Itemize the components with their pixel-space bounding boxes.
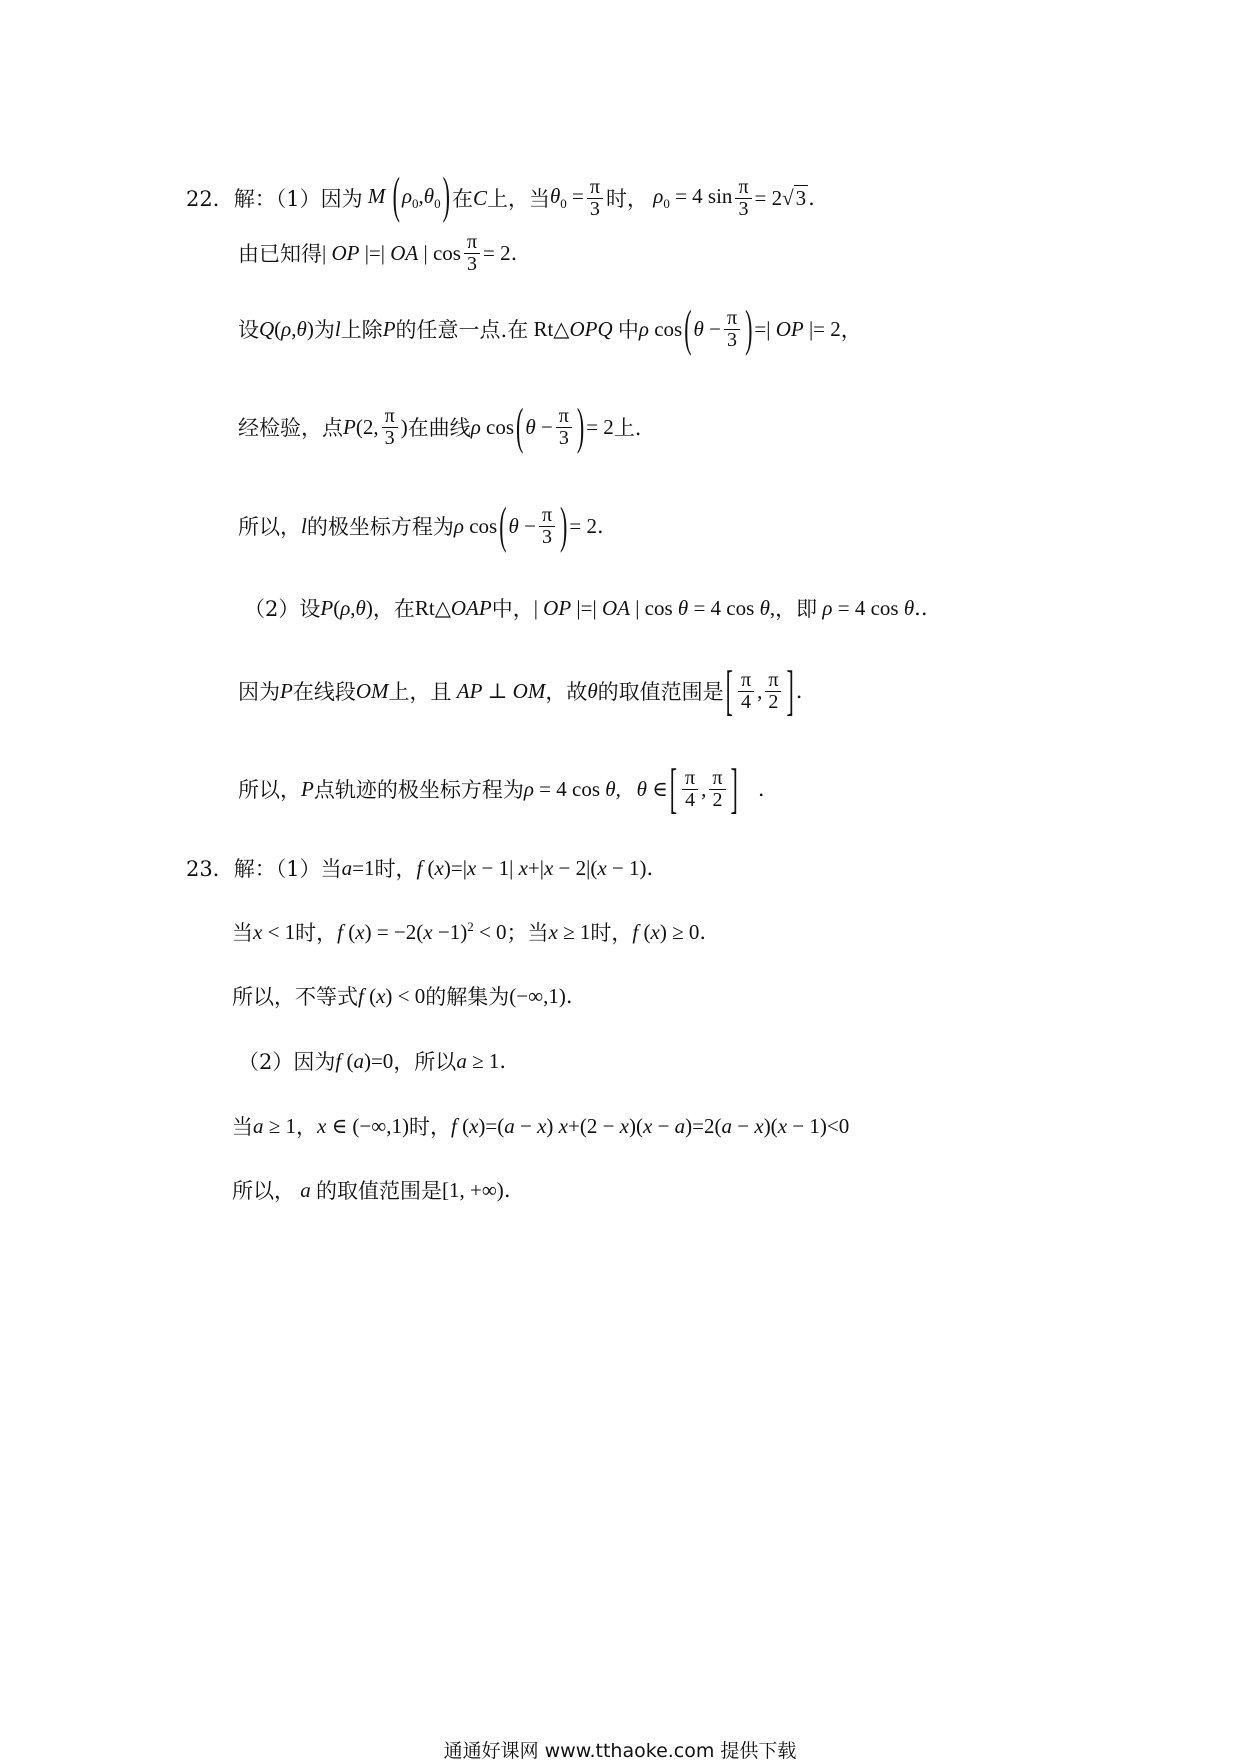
q22-line-4: 经检验，点 P(2, $\frac{\pi}{3}$ ) 在曲线 ρ cos ( θ − $\frac{\pi}{3}$ ) = 2 上.: [238, 397, 642, 455]
q22-line-5: 所以， l 的极坐标方程为 ρ cos ( θ − $\frac{\pi}{3}$ ) = 2 .: [238, 496, 604, 554]
q22-line-2: 由已知得 | OP |=| OA | cos $\frac{\pi}{3}$ = 2 .: [238, 230, 518, 275]
q22-line-7: 因为 P 在线段 OM 上，且 AP ⊥ OM ，故 θ 的取值范围是 [ $\frac{\pi}{4}$ , $\frac{\pi}{2}$ ] .: [238, 658, 803, 721]
q22-line-8: 所以， P 点轨迹的极坐标方程为 ρ = 4 cos θ, θ ∈ [ $\frac{\pi}{4}$ , $\frac{\pi}{2}$ ] .: [238, 756, 765, 819]
q23-line-2: 当 x < 1 时， f $(x) = -2(x -1)^2 < 0$ ；当 x ≥ 1 时， f (x) ≥ 0 .: [232, 919, 707, 945]
q23-line-5: 当 a ≥ 1 ， x ∈ (−∞,1) 时， f (x)=(a − x) x+(2 − x)(x − a)=2(a − x)(x − 1)<0: [232, 1113, 850, 1139]
q22-line-6: （2）设 P(ρ,θ) ，在 Rt△OAP 中， | OP |=| OA | cos θ = 4 cos θ, ，即 ρ = 4 cos θ ..: [244, 595, 928, 621]
q23-line-1: 23． 解：（1）当 a=1 时， f (x)=|x − 1| x+|x − 2|(x − 1) .: [186, 848, 653, 888]
q22-line-3: 设 Q(ρ,θ) 为 l 上除 P 的任意一点.在 Rt△OPQ 中 ρ cos ( θ − $\frac{\pi}{3}$ ) =| OP |= 2 ，: [238, 299, 862, 357]
q23-number: 23．: [186, 857, 234, 881]
q22-number: 22．: [186, 187, 234, 211]
q23-line-4: （2）因为 f (a)=0 ，所以 a ≥ 1 .: [238, 1048, 507, 1074]
q23-line-3: 所以，不等式 f (x) < 0 的解集为 (−∞,1) .: [232, 983, 573, 1009]
page-footer: 通通好课网 www.tthaoke.com 提供下载: [443, 1740, 797, 1762]
q22-line-1: 22． 解：（1）因为 M $(\rho_0,\theta_0)$ 在 C 上，当 $\theta_0$ = $\frac{\pi}{3}$ 时， $\rho_0 = 4$ sin $\frac{\pi}{3}$ = 2√3 .: [186, 166, 815, 225]
q23-line-6: 所以， a 的取值范围是 [1, +∞) .: [232, 1177, 511, 1203]
